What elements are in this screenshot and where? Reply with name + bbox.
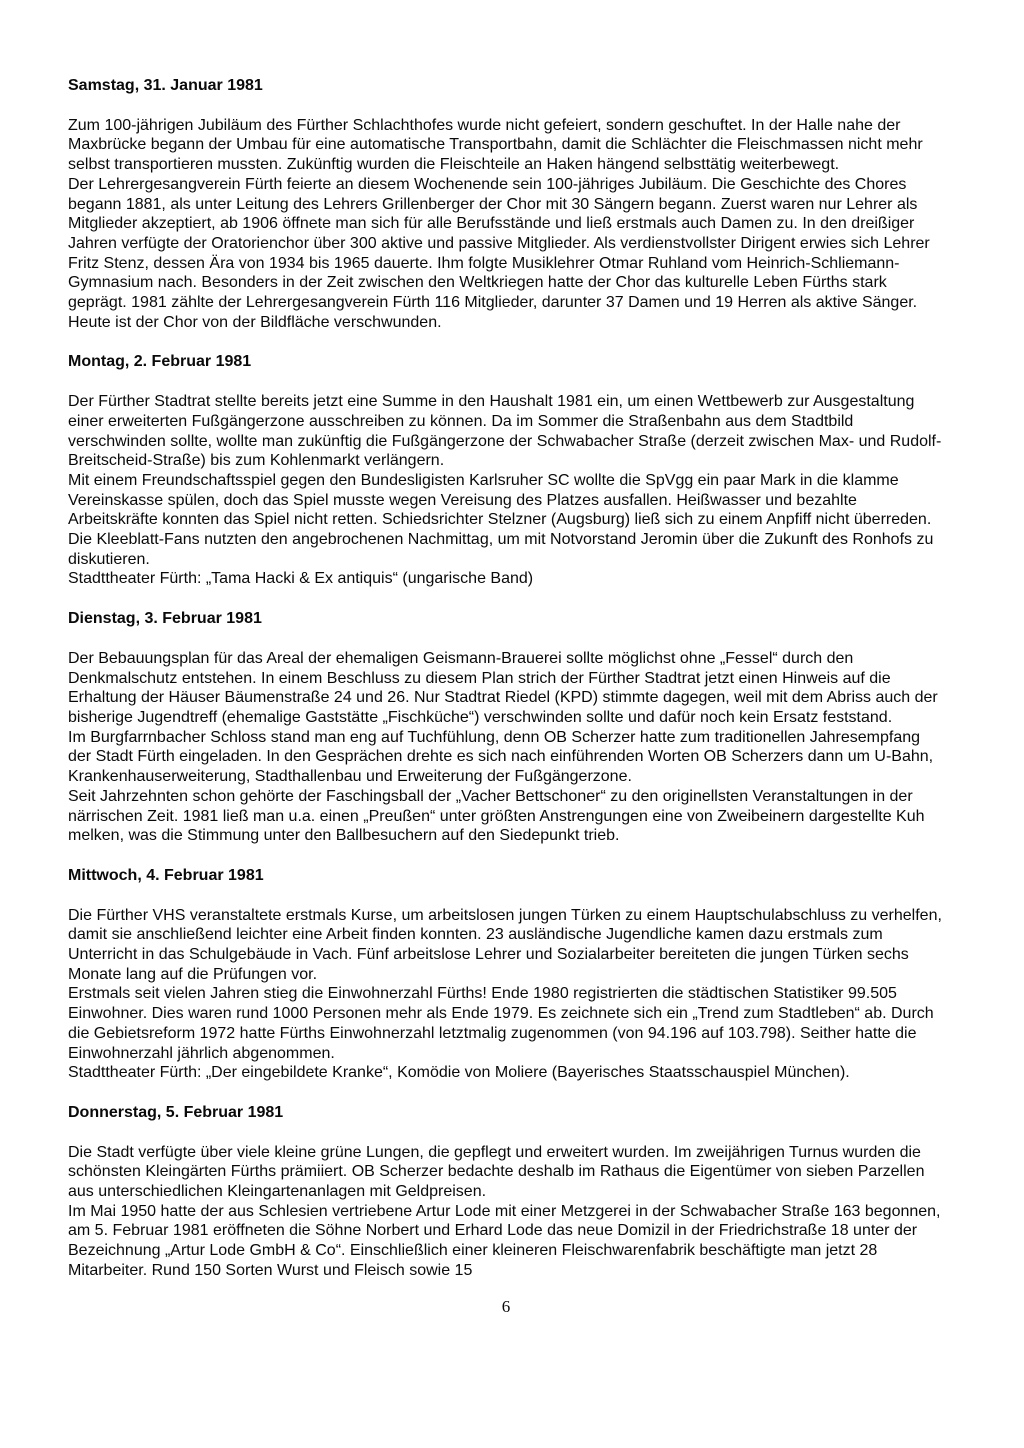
paragraph: Die Fürther VHS veranstaltete erstmals Kurse, um arbeitslosen jungen Türken zu einem Hauptschulabschluss zu verhelfen, damit sie anschließend leichter eine Arbeit finden konnten. 23 ausländische Jugendliche kamen dazu erstmals zum Unterricht in das Schulgebäude in Vach. Fünf arbeitslose Lehrer und Sozialarbeiter bereiteten die jungen Türken sechs Monate lang auf die Prüfungen vor. xyxy=(68,906,942,983)
paragraph: Mit einem Freundschaftsspiel gegen den Bundesligisten Karlsruher SC wollte die SpVgg ein paar Mark in die klamme Vereinskasse spülen, doch das Spiel musste wegen Vereisung des Platzes ausfallen. Heißwasser und bezahlte Arbeitskräfte konnten das Spiel nicht retten. Schiedsrichter Stelzner (Augsburg) ließ sich zu einem Anpfiff nicht überreden. Die Kleeblatt-Fans nutzten den angebrochenen Nachmittag, um mit Notvorstand Jeromin über die Zukunft des Ronhofs zu diskutieren. xyxy=(68,471,934,568)
paragraph: Der Lehrergesangverein Fürth feierte an diesem Wochenende sein 100-jähriges Jubiläum. Die Geschichte des Chores begann 1881, als unter Leitung des Lehrers Grillenberger der Chor mit 30 Sängern begann. Zuerst waren nur Lehrer als Mitglieder akzeptiert, ab 1906 öffnete man sich für alle Berufsstände und ließ erstmals auch Damen zu. In den dreißiger Jahren verfügte der Oratorienchor über 300 aktive und passive Mitglieder. Als verdienstvollster Dirigent erwies sich Lehrer Fritz Stenz, dessen Ära von 1934 bis 1965 dauerte. Ihm folgte Musiklehrer Otmar Ruhland vom Heinrich-Schliemann-Gymnasium nach. Besonders in der Zeit zwischen den Weltkriegen hatte der Chor das kulturelle Leben Fürths stark geprägt. 1981 zählte der Lehrergesangverein Fürth 116 Mitglieder, darunter 37 Damen und 19 Herren als aktive Sänger. Heute ist der Chor von der Bildfläche verschwunden. xyxy=(68,175,930,331)
section-heading: Donnerstag, 5. Februar 1981 xyxy=(68,1103,284,1121)
paragraph: Zum 100-jährigen Jubiläum des Fürther Schlachthofes wurde nicht gefeiert, sondern geschuftet. In der Halle nahe der Maxbrücke begann der Umbau für eine automatische Transportbahn, damit die Schlächter die Fleischmassen nicht mehr selbst transportieren mussten. Zukünftig wurden die Fleischteile an Haken hängend selbsttätig weiterbewegt. xyxy=(68,116,923,174)
paragraph: Seit Jahrzehnten schon gehörte der Faschingsball der „Vacher Bettschoner“ zu den originellsten Veranstaltungen in der närrischen Zeit. 1981 ließ man u.a. einen „Preußen“ unter größten Anstrengungen eine von Zweibeinern dargestellte Kuh melken, was die Stimmung unter den Ballbesuchern auf den Siedepunkt trieb. xyxy=(68,787,925,845)
page-number: 6 xyxy=(501,1296,511,1316)
section-saturday-31-january xyxy=(68,76,944,332)
paragraph: Erstmals seit vielen Jahren stieg die Einwohnerzahl Fürths! Ende 1980 registrierten die städtischen Statistiker 99.505 Einwohner. Dies waren rund 1000 Personen mehr als Ende 1979. Es zeichnete sich ein „Trend zum Stadtleben“ ab. Durch die Gebietsreform 1972 hatte Fürths Einwohnerzahl letztmalig zugenommen (von 94.196 auf 103.798). Seither hatte die Einwohnerzahl jährlich abgenommen. xyxy=(68,985,934,1062)
paragraph: Der Bebauungsplan für das Areal der ehemaligen Geismann-Brauerei sollte möglichst ohne „Fessel“ durch den Denkmalschutz entstehen. In einem Beschluss zu diesem Plan strich der Fürther Stadtrat jetzt einen Hinweis auf die Erhaltung der Häuser Bäumenstraße 24 und 26. Nur Stadtrat Riedel (KPD) stimmte dagegen, weil mit dem Abriss auch der bisherige Jugendtreff (ehemalige Gaststätte „Fischküche“) verschwinden sollte und dafür noch kein Ersatz feststand. xyxy=(68,649,938,726)
section-heading: Samstag, 31. Januar 1981 xyxy=(68,77,263,94)
paragraph: Im Mai 1950 hatte der aus Schlesien vertriebene Artur Lode mit einer Metzgerei in der Schwabacher Straße 163 begonnen, am 5. Februar 1981 eröffneten die Söhne Norbert und Erhard Lode das neue Domizil in der Friedrichstraße 18 unter der Bezeichnung „Artur Lode GmbH & Co“. Einschließlich einer kleineren Fleischwarenfabrik beschäftigte man jetzt 28 Mitarbeiter. Rund 150 Sorten Wurst und Fleisch sowie 15 xyxy=(68,1202,941,1279)
section-heading: Dienstag, 3. Februar 1981 xyxy=(68,610,262,628)
section-wednesday-4-february xyxy=(68,866,944,1083)
paragraph: Die Stadt verfügte über viele kleine grüne Lungen, die gepflegt und erweitert wurden. Im zweijährigen Turnus wurden die schönsten Kleingärten Fürths prämiiert. OB Scherzer bedachte deshalb im Rathaus die Eigentümer von sieben Parzellen aus unterschiedlichen Kleingartenanlagen mit Geldpreisen. xyxy=(68,1143,925,1201)
section-heading: Mittwoch, 4. Februar 1981 xyxy=(68,866,264,884)
paragraph: Stadttheater Fürth: „Tama Hacki & Ex antiquis“ (ungarische Band) xyxy=(68,570,534,588)
section-tuesday-3-february xyxy=(68,609,944,846)
paragraph: Der Fürther Stadtrat stellte bereits jetzt eine Summe in den Haushalt 1981 ein, um einen Wettbewerb zur Ausgestaltung einer erweiterten Fußgängerzone ausschreiben zu können. Da im Sommer die Straßenbahn aus dem Stadtbild verschwinden sollte, wollte man zukünftig die Fußgängerzone der Schwabacher Straße (derzeit zwischen Max- und Rudolf-Breitscheid-Straße) bis zum Kohlenmarkt verlängern. xyxy=(68,393,942,470)
section-monday-2-february xyxy=(68,352,944,589)
paragraph: Im Burgfarrnbacher Schloss stand man eng auf Tuchfühlung, denn OB Scherzer hatte zum traditionellen Jahresempfang der Stadt Fürth eingeladen. In den Gesprächen drehte es sich nach einführenden Worten OB Scherzers dann um U-Bahn, Krankenhauserweiterung, Stadthallenbau und Erweiterung der Fußgängerzone. xyxy=(68,728,934,786)
paragraph: Stadttheater Fürth: „Der eingebildete Kranke“, Komödie von Moliere (Bayerisches Staatsschauspiel München). xyxy=(68,1064,850,1082)
section-thursday-5-february xyxy=(68,1103,944,1281)
section-heading: Montag, 2. Februar 1981 xyxy=(68,353,252,371)
